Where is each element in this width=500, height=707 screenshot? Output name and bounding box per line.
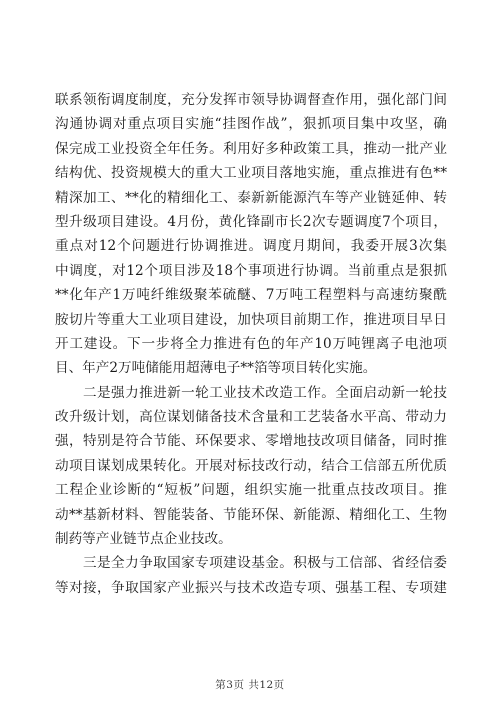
text-line: 胺切片等重大工业项目建设，加快项目前期工作，推进项目早日 — [55, 311, 447, 328]
text-line: 三是全力争取国家专项建设基金。积极与工信部、省经信委 — [55, 555, 447, 572]
text-line: 二是强力推进新一轮工业技术改造工作。全面启动新一轮技 — [55, 384, 447, 401]
paragraph-2 — [55, 381, 447, 552]
text-line: **化年产1万吨纤维级聚苯硫醚、7万吨工程塑料与高速纺聚酰 — [55, 287, 447, 304]
document-body — [55, 88, 447, 600]
paragraph-1 — [55, 88, 447, 381]
text-line: 沟通协调对重点项目实施“挂图作战”，狠抓项目集中攻坚，确 — [55, 116, 447, 133]
text-line: 强，特别是符合节能、环保要求、零增地技改项目储备，同时推 — [55, 433, 447, 450]
text-line: 动**基新材料、智能装备、节能环保、新能源、精细化工、生物 — [55, 506, 447, 523]
text-line: 结构优、投资规模大的重大工业项目落地实施，重点推进有色** — [55, 165, 447, 182]
text-line: 开工建设。下一步将全力推进有色的年产10万吨锂离子电池项 — [55, 335, 447, 352]
text-line: 等对接，争取国家产业振兴与技术改造专项、强基工程、专项建 — [55, 579, 447, 596]
text-line: 型升级项目建设。4月份，黄化锋副市长2次专题调度7个项目， — [55, 213, 447, 230]
text-line: 动项目谋划成果转化。开展对标技改行动，结合工信部五所优质 — [55, 457, 447, 474]
text-line: 改升级计划，高位谋划储备技术含量和工艺装备水平高、带动力 — [55, 409, 447, 426]
text-line: 重点对12个问题进行协调推进。调度月期间，我委开展3次集 — [55, 238, 447, 255]
page-number-footer: 第3页 共12页 — [215, 679, 285, 691]
text-line: 目、年产2万吨储能用超薄电子**箔等项目转化实施。 — [55, 360, 377, 377]
text-line: 精深加工、**化的精细化工、泰新新能源汽车等产业链延伸、转 — [55, 189, 447, 206]
text-line: 工程企业诊断的“短板”问题，组织实施一批重点技改项目。推 — [55, 482, 447, 499]
text-line: 制药等产业链节点企业技改。 — [55, 531, 232, 548]
text-line: 联系领衔调度制度，充分发挥市领导协调督查作用，强化部门间 — [55, 92, 447, 108]
text-line: 中调度，对12个项目涉及18个事项进行协调。当前重点是狠抓 — [55, 262, 447, 279]
paragraph-3 — [55, 551, 447, 600]
text-line: 保完成工业投资全年任务。利用好多种政策工具，推动一批产业 — [55, 140, 447, 157]
